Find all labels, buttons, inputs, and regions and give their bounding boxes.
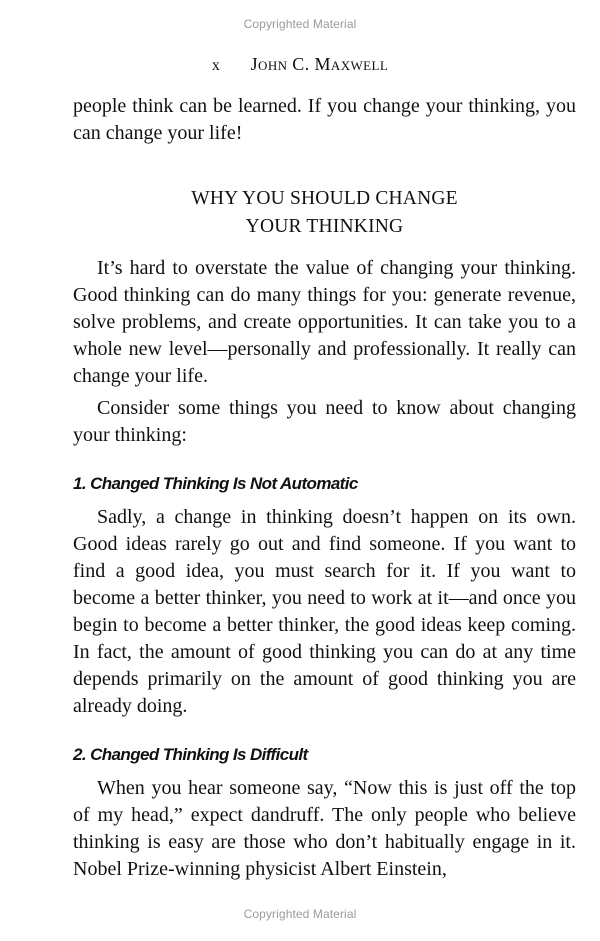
copyright-watermark-bottom: Copyrighted Material — [243, 907, 357, 921]
author-name: John C. Maxwell — [250, 54, 389, 74]
section-heading-line-2: YOUR THINKING — [245, 216, 404, 237]
running-header — [0, 54, 600, 75]
subheading-1: 1. Changed Thinking Is Not Automatic — [73, 474, 358, 493]
page-number: x — [211, 57, 221, 74]
body-paragraph-2: Consider some things you need to know about changing your thinking: — [73, 397, 576, 446]
subheading-2: 2. Changed Thinking Is Difficult — [73, 745, 308, 764]
section-heading — [73, 185, 576, 241]
page-body — [73, 93, 576, 883]
section-heading-line-1: WHY YOU SHOULD CHANGE — [191, 188, 458, 209]
body-paragraph-3: Sadly, a change in thinking doesn’t happen on its own. Good ideas rarely go out and find someone. If you want to find a good idea, you must search for it. If you want to become a better thinker, you need to work at it—and once you begin to become a better thinker, the good ideas keep coming. In fact, the amount of good thinking you can do at any time depends primarily on the amount of good thinking you are already doing. — [73, 506, 576, 717]
body-paragraph-4: When you hear someone say, “Now this is just off the top of my head,” expect dandruff. The only people who believe thinking is easy are those who don’t habitually engage in it. Nobel Prize-winning physicist Albert Einstein, — [73, 777, 576, 880]
body-paragraph-1: It’s hard to overstate the value of changing your thinking. Good thinking can do many things for you: generate revenue, solve problems, and create opportunities. It can take you to a whole new level—personally and professionally. It really can change your life. — [73, 257, 576, 387]
intro-paragraph: people think can be learned. If you change your thinking, you can change your life! — [73, 95, 576, 144]
copyright-watermark-top: Copyrighted Material — [243, 17, 357, 31]
